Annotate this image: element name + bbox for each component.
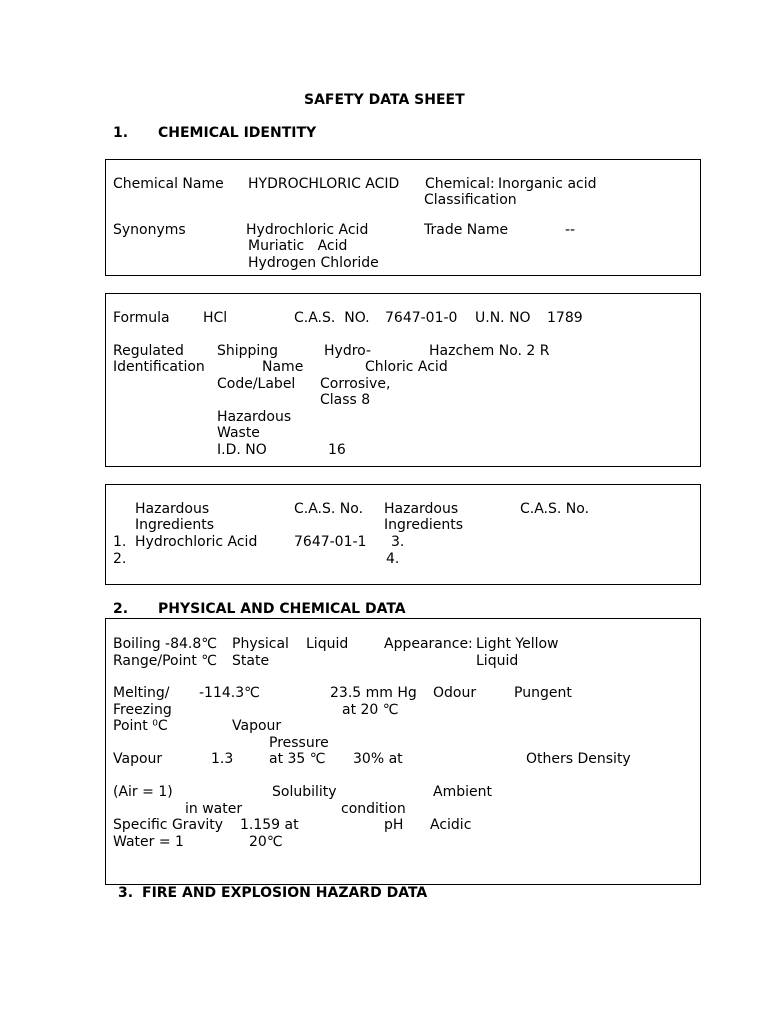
un-value: 1789 (547, 310, 583, 326)
physical-state-value: Liquid (306, 636, 349, 652)
synonyms-label: Synonyms (113, 222, 186, 238)
section-2-number: 2. (113, 601, 129, 617)
un-label: U.N. NO (475, 310, 531, 326)
trade-name-label: Trade Name (424, 222, 509, 238)
vapour-pressure-label-line: at 35 ℃ (269, 751, 326, 767)
vapour-pressure-label-line: Vapour (232, 718, 282, 734)
row-1-ingredient: Hydrochloric Acid (135, 534, 258, 550)
code-label: Code/Label (217, 376, 296, 392)
vapour-density-label: Vapour (113, 751, 163, 767)
ph-value: Acidic (430, 817, 472, 833)
specific-gravity-value (240, 817, 299, 850)
solubility-label-line: in water (185, 800, 243, 817)
specific-gravity-value-line: 20℃ (249, 833, 283, 850)
solubility-condition-line: condition (341, 800, 406, 817)
cas-value: 7647-01-0 (385, 310, 458, 326)
shipping-value-1: Hydro- (324, 343, 372, 359)
col2-header: C.A.S. No. (294, 501, 364, 517)
vapour-density-label-2: (Air = 1) (113, 784, 173, 800)
trade-name-value: -- (565, 222, 576, 238)
physical-state-label: Physical State (232, 636, 289, 669)
hazardous-waste-label-1: Hazardous (217, 409, 292, 425)
vapour-pressure-value (330, 685, 417, 718)
classification-label-2: Classification (424, 192, 517, 208)
solubility-label-line: Solubility (272, 784, 337, 800)
vapour-pressure-value-line: at 20 ℃ (342, 701, 399, 718)
synonym-3: Hydrogen Chloride (248, 255, 379, 271)
hazchem-number: Hazchem No. 2 R (429, 343, 550, 359)
row-2-number-2: 4. (386, 551, 400, 567)
appearance-value: Light Yellow Liquid (476, 636, 559, 669)
chemical-name-value: HYDROCHLORIC ACID (248, 176, 400, 192)
appearance-label: Appearance: (384, 636, 473, 652)
shipping-label-1: Shipping (217, 343, 279, 359)
shipping-value-2: Chloric Acid (365, 359, 448, 375)
hazardous-waste-label-2: Waste (217, 425, 260, 441)
col4-header: C.A.S. No. (520, 501, 590, 517)
col3-header-2: Ingredients (384, 517, 463, 533)
section-2-title: PHYSICAL AND CHEMICAL DATA (158, 601, 406, 617)
formula-value: HCl (203, 310, 228, 326)
section-3-number: 3. (118, 885, 134, 901)
vapour-pressure-value-line: 23.5 mm Hg (330, 685, 417, 701)
row-1-cas: 7647-01-1 (294, 534, 367, 550)
section-1-number: 1. (113, 125, 129, 141)
odour-label: Odour (433, 685, 477, 701)
boiling-point-label: Boiling -84.8℃ Range/Point ℃ (113, 636, 218, 669)
code-value-2: Class 8 (320, 392, 371, 408)
shipping-label-2: Name (262, 359, 304, 375)
regulated-label-1: Regulated (113, 343, 184, 359)
col3-header-1: Hazardous (384, 501, 459, 517)
row-2-number: 2. (113, 551, 127, 567)
solubility-label-text (185, 784, 337, 817)
vapour-density-value: 1.3 (211, 751, 234, 767)
formula-label: Formula (113, 310, 170, 326)
hazardous-waste-label-3: I.D. NO (217, 442, 267, 458)
section-3-title: FIRE AND EXPLOSION HAZARD DATA (142, 885, 428, 901)
cas-label: C.A.S. NO. (294, 310, 370, 326)
melting-point-value: -114.3℃ (199, 685, 260, 701)
chemical-name-label: Chemical Name (113, 176, 224, 192)
classification-value: Inorganic acid (498, 176, 597, 192)
others-density-label: Others Density (526, 751, 631, 767)
document-title: SAFETY DATA SHEET (304, 92, 465, 108)
hazardous-waste-value: 16 (328, 442, 346, 458)
solubility-value: 30% at (353, 751, 403, 767)
specific-gravity-label: Specific Gravity Water = 1 (113, 817, 224, 850)
odour-value: Pungent (514, 685, 572, 701)
row-1-number-2: 3. (391, 534, 405, 550)
ph-label: pH (384, 817, 404, 833)
solubility-condition-line: Ambient (433, 784, 492, 800)
code-value-1: Corrosive, (320, 376, 391, 392)
col1-header-2: Ingredients (135, 517, 214, 533)
synonym-2: Muriatic Acid (248, 238, 348, 254)
vapour-pressure-label-line: Pressure (269, 734, 329, 751)
classification-label: Chemical: (425, 176, 495, 192)
regulated-label-2: Identification (113, 359, 205, 375)
section-1-title: CHEMICAL IDENTITY (158, 125, 317, 141)
synonym-1: Hydrochloric Acid (246, 222, 369, 238)
row-1-number: 1. (113, 534, 127, 550)
melting-point-label: Melting/ Freezing Point ⁰C (113, 685, 172, 734)
solubility-condition-text (341, 784, 492, 817)
specific-gravity-value-line: 1.159 at (240, 817, 299, 833)
col1-header-1: Hazardous (135, 501, 210, 517)
